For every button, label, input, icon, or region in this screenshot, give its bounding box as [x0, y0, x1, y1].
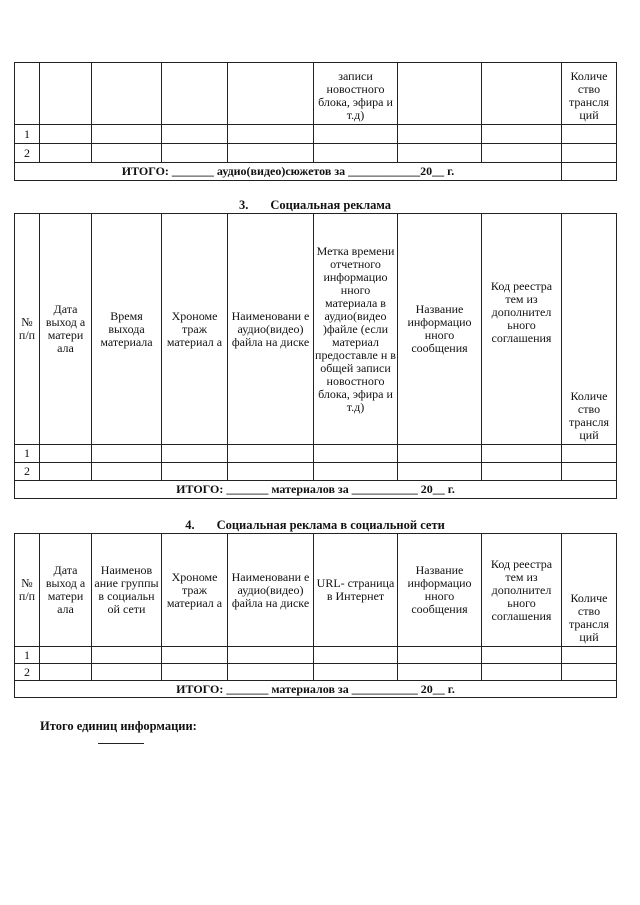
header-cell: Наименов ание группы в социальн ой сети [92, 534, 162, 647]
section-title: Социальная реклама в социальной сети [216, 518, 445, 532]
header-broadcast-count: Количе ство трансля ций [562, 63, 617, 125]
header-cell: Название информацио нного сообщения [398, 214, 482, 445]
section-number: 3. [238, 198, 249, 212]
section-title: Социальная реклама [270, 198, 392, 212]
header-cell: Количе ство трансля ций [562, 534, 617, 647]
total-row: ИТОГО: _______ материалов за ___________ 20__ г. [15, 681, 617, 698]
header-cell: Хрономе траж материал а [162, 214, 228, 445]
row-number: 2 [15, 463, 40, 481]
social-network-ads-table [14, 533, 617, 698]
header-cell: Наименовани е аудио(видео) файла на диске [228, 534, 314, 647]
top-table [14, 62, 617, 181]
row-number: 2 [15, 664, 40, 681]
header-cell: Количе ство трансля ций [562, 214, 617, 445]
social-ads-table [14, 213, 617, 499]
summary-underline [98, 743, 144, 744]
header-cell: Метка времени отчетного информацио нного материала в аудио(видео )файле (если материал предоставле н в общей записи новостного блока, эфира и т.д) [314, 214, 398, 445]
header-cell: № п/п [15, 214, 40, 445]
row-number: 2 [15, 144, 40, 163]
header-timestamp-tail: записи новостного блока, эфира и т.д) [314, 63, 398, 125]
section-4-title [14, 518, 616, 533]
section-number: 4. [185, 518, 195, 532]
header-cell: URL- страница в Интернет [314, 534, 398, 647]
section-3-title [14, 198, 616, 213]
header-cell: Код реестра тем из дополнител ьного соглашения [482, 534, 562, 647]
header-cell: Название информацио нного сообщения [398, 534, 482, 647]
header-cell: № п/п [15, 534, 40, 647]
header-cell: Дата выход а матери ала [40, 214, 92, 445]
header-cell: Время выхода материала [92, 214, 162, 445]
header-cell: Наименовани е аудио(видео) файла на диске [228, 214, 314, 445]
total-row: ИТОГО: _______ аудио(видео)сюжетов за ____________20__ г. [15, 163, 562, 181]
summary-label: Итого единиц информации: [40, 719, 197, 733]
row-number: 1 [15, 647, 40, 664]
header-cell: Код реестра тем из дополнител ьного соглашения [482, 214, 562, 445]
row-number: 1 [15, 445, 40, 463]
row-number: 1 [15, 125, 40, 144]
header-cell: Дата выход а матери ала [40, 534, 92, 647]
header-cell: Хрономе траж материал а [162, 534, 228, 647]
total-row: ИТОГО: _______ материалов за ___________ 20__ г. [15, 481, 617, 499]
